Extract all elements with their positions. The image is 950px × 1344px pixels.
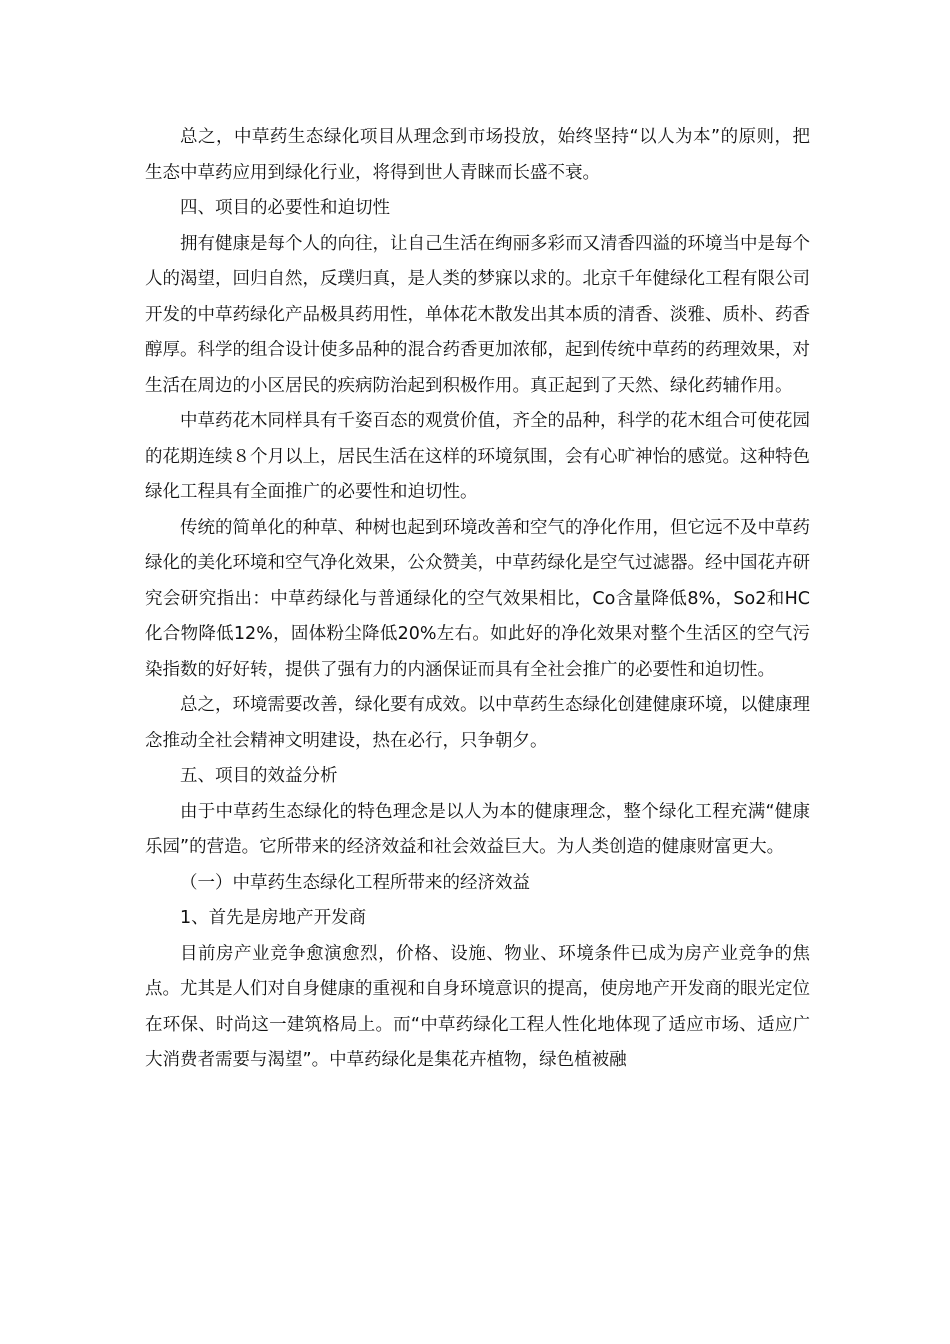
paragraph-real-estate-competition: 目前房产业竞争愈演愈烈，价格、设施、物业、环境条件已成为房产业竞争的焦点。尤其是人们对自身健康的重视和自身环境意识的提高，使房地产开发商的眼光定位在环保、时尚这一建筑格局上。而“中草药绿化工程人性化地体现了适应市场、适应广大消费者需要与渴望”。中草药绿化是集花卉植物，绿色植被融 — [145, 943, 810, 1070]
section-heading-necessity: 四、项目的必要性和迫切性 — [180, 198, 390, 218]
document-body — [145, 120, 810, 1079]
paragraph-health-desire: 拥有健康是每个人的向往，让自己生活在绚丽多彩而又清香四溢的环境当中是每个人的渴望，回归自然，反璞归真，是人类的梦寐以求的。北京千年健绿化工程有限公司开发的中草药绿化产品极具药用性，单体花木散发出其本质的清香、淡雅、质朴、药香醇厚。科学的组合设计使多品种的混合药香更加浓郁，起到传统中草药的药理效果，对生活在周边的小区居民的疾病防治起到积极作用。真正起到了天然、绿化药辅作用。 — [145, 233, 810, 396]
paragraph-health-concept: 由于中草药生态绿化的特色理念是以人为本的健康理念，整个绿化工程充满“健康乐园”的营造。它所带来的经济效益和社会效益巨大。为人类创造的健康财富更大。 — [145, 801, 810, 857]
paragraph-environment-improvement: 总之，环境需要改善，绿化要有成效。以中草药生态绿化创建健康环境，以健康理念推动全社会精神文明建设，热在必行，只争朝夕。 — [145, 695, 810, 751]
paragraph-conclusion: 总之，中草药生态绿化项目从理念到市场投放，始终坚持“以人为本”的原则，把生态中草药应用到绿化行业，将得到世人青睐而长盛不衰。 — [145, 127, 810, 183]
subsection-heading-real-estate: 1、首先是房地产开发商 — [180, 908, 367, 928]
section-heading-benefit-analysis: 五、项目的效益分析 — [180, 766, 338, 786]
paragraph-air-purification: 传统的简单化的种草、种树也起到环境改善和空气的净化作用，但它远不及中草药绿化的美化环境和空气净化效果，公众赞美，中草药绿化是空气过滤器。经中国花卉研究会研究指出：中草药绿化与普通绿化的空气效果相比，Co含量降低8%，So2和HC化合物降低12%，固体粉尘降低20%左右。如此好的净化效果对整个生活区的空气污染指数的好好转，提供了强有力的内涵保证而具有全社会推广的必要性和迫切性。 — [145, 517, 810, 680]
subsection-heading-economic-benefit: （一）中草药生态绿化工程所带来的经济效益 — [180, 872, 530, 893]
paragraph-ornamental-value: 中草药花木同样具有千姿百态的观赏价值，齐全的品种，科学的花木组合可使花园的花期连续８个月以上，居民生活在这样的环境氛围，会有心旷神怡的感觉。这种特色绿化工程具有全面推广的必要性和迫切性。 — [145, 411, 810, 502]
